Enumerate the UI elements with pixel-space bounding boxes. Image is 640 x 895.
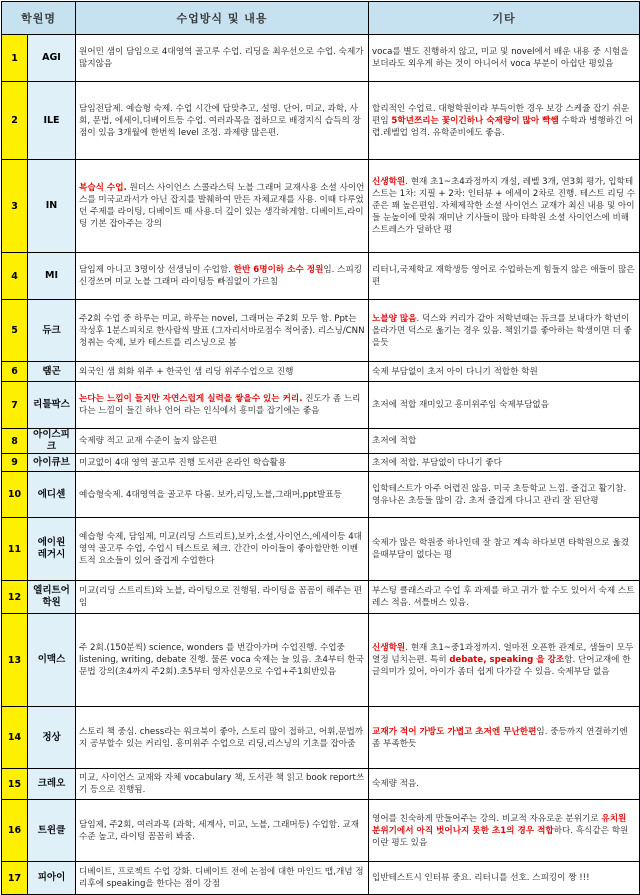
text-segment: 부스팅 클래스라고 수업 후 과제를 하고 귀가 할 수도 있어서 숙제 스트레스 적음. 셔틀버스 있음. xyxy=(372,586,635,608)
class-content-cell xyxy=(76,769,369,800)
row-number: 13 xyxy=(2,614,28,707)
highlight-text: 신생학원 xyxy=(372,643,406,653)
text-segment: 원더스 사이언스 스콜라스틱 노블 그래머 교재사용 소셜 사이언스를 미국교과서가 아닌 잡지를 발췌하여 만든 자체교재를 사용. 이때 다루었던 주제를 라이팅, 디베이트 때 사용.더 깊이 있는 생각하게함. 디베이트,라이팅 기본 잡아주는 강의 xyxy=(79,183,365,229)
etc-note-cell xyxy=(369,382,640,429)
row-number: 17 xyxy=(2,862,28,895)
table-row xyxy=(2,707,640,769)
class-content-cell xyxy=(76,518,369,581)
text-segment: 미교(리딩 스트리트)와 노블, 라이팅으로 진행됨. 라이팅을 꼼꼼이 해주는 편임 xyxy=(79,586,363,608)
etc-note-cell xyxy=(369,300,640,362)
text-segment: 담임제, 주2회, 여러과목 (과학, 세계사, 미교, 노블, 그래머등) 수업함. 교재 수준 높고, 라이팅 꼼꼼히 봐줌. xyxy=(79,819,360,842)
class-content-cell xyxy=(76,82,369,160)
text-segment: 숙제가 많은 학원중 하나인데 잘 참고 계속 하다보면 타학원으로 옮겼을때부담이 없다는 평 xyxy=(372,538,630,560)
highlight-text: 논다는 느낌이 들지만 자연스럽게 실력을 쌓을수 있는 커리. xyxy=(79,394,303,404)
academy-name: 정상 xyxy=(28,707,76,769)
etc-note-cell xyxy=(369,800,640,862)
row-number: 6 xyxy=(2,362,28,382)
class-content-cell xyxy=(76,614,369,707)
academy-name: 아이스피크 xyxy=(28,429,76,454)
academy-name: 엘리트어 학원 xyxy=(28,581,76,614)
text-segment: 주 2회.(150분씩) science, wonders 를 번갈아가며 수업진행. 수업중 listening, writing, debate 진행. 물론 voca 숙제는 늘 있음. 초4부터 한국문법 강의(초4까지 주2회).초5부터 영자신문으로 수업+주1회반있음 xyxy=(79,643,364,677)
table-row xyxy=(2,429,640,454)
etc-note-cell xyxy=(369,581,640,614)
text-segment: 초저에 적합 재미있고 흥미위주임 숙제부담없음 xyxy=(372,400,549,410)
text-segment: voca를 별도 진행하지 않고, 미교 및 novel에서 배운 내용 중 시험을 보더라도 외우게 하는 것이 아니어서 voca 부분이 아쉽단 평있음 xyxy=(372,47,629,69)
text-segment: 숙제량 적고 교재 수준이 높지 않은편 xyxy=(79,436,218,446)
academy-name: 트윈클 xyxy=(28,800,76,862)
class-content-cell xyxy=(76,800,369,862)
etc-note-cell xyxy=(369,82,640,160)
class-content-cell xyxy=(76,429,369,454)
text-segment: 담임제 아니고 3명이상 선생님이 수업함. xyxy=(79,265,234,275)
academy-name: 피아이 xyxy=(28,862,76,895)
class-content-cell xyxy=(76,454,369,472)
academy-name: 에이원 레거시 xyxy=(28,518,76,581)
etc-note-cell xyxy=(369,707,640,769)
highlight-text: 교재가 적어 가방도 가볍고 초저엔 무난한편 xyxy=(372,726,537,737)
row-number: 5 xyxy=(2,300,28,362)
text-segment: 디베이트, 프로젝트 수업 강화. 디베이트 전에 논점에 대한 마인드 맵,개념 정리후에 speaking을 한다는 점이 강점 xyxy=(79,867,364,889)
text-segment: 원어민 샘이 담임으로 4대영역 골고루 수업. 리딩을 최우선으로 수업. 숙제가 많지않음 xyxy=(79,47,364,69)
text-segment: . 덕스와 커리가 같아 저학년때는 듀크를 보내다가 학년이 올라가면 덕스로 옮기는 경우 있음. 책읽기를 좋아하는 학생이면 더 좋을듯 xyxy=(372,313,632,348)
header-class-content: 수업방식 및 내용 xyxy=(76,2,369,35)
academy-name: AGI xyxy=(28,35,76,82)
academy-name: MI xyxy=(28,253,76,300)
table-row xyxy=(2,581,640,614)
table-row xyxy=(2,35,640,82)
text-segment: 임. 스피킹 신경쓰며 미교 노블 그래머 라이팅등 빠짐없이 가르침 xyxy=(79,265,363,287)
class-content-cell xyxy=(76,472,369,518)
highlight-text: 5학년쯔리는 꽃이긴하나 숙제량이 많아 빡쎔 xyxy=(391,115,559,126)
row-number: 4 xyxy=(2,253,28,300)
class-content-cell xyxy=(76,707,369,769)
text-segment: . 현재 초1~초4과정까지 개설, 레벨 3개, 연3회 평가, 입학테스트는 1차: 지필 + 2차: 인터뷰 + 에세이 2차로 진행. 테스트 리딩 수준은 꽤 높은편임. 자체제작한 소셜 사이언스 교재가 최신 내용 및 아이들 눈높이에 맞춰 재미난 기사들이 많아 타학원 소셜 사이언스에 비해 스트레스가 덜하단 평 xyxy=(372,177,636,235)
etc-note-cell xyxy=(369,518,640,581)
etc-note-cell xyxy=(369,614,640,707)
text-segment: 스토리 책 중심. chess라는 워크북이 좋아, 스토리 많이 접하고, 어휘,문법까지 공부할수 있는 커리임. 흥미위주 수업으로 리딩,리스닝의 기초를 잡아줌 xyxy=(79,726,364,749)
table-row xyxy=(2,160,640,253)
class-content-cell xyxy=(76,382,369,429)
academy-name: 크레오 xyxy=(28,769,76,800)
text-segment: 숙제량 적음. xyxy=(372,779,419,789)
text-segment: 영어를 친숙하게 만들어주는 강의. 비교적 자유로운 분위기로 xyxy=(372,813,602,824)
table-row xyxy=(2,769,640,800)
text-segment: 초저에 적합. 부담없이 다니기 좋다 xyxy=(372,457,502,468)
table-row xyxy=(2,800,640,862)
etc-note-cell xyxy=(369,35,640,82)
row-number: 12 xyxy=(2,581,28,614)
text-segment: 함. 단어교재에 한글의미가 있어, 아이가 좀더 쉽게 다가갈 수 있음. 숙제부담 없음 xyxy=(372,655,631,677)
text-segment: 임. 중등까지 연결하기엔 좀 부족한듯 xyxy=(372,726,628,749)
text-segment: 미교, 사이언스 교재와 자체 vocabulary 책, 도서관 책 읽고 book report쓰기 등으로 진행됨. xyxy=(79,773,365,795)
row-number: 8 xyxy=(2,429,28,454)
highlight-text: 노블양 많음 xyxy=(372,313,417,324)
class-content-cell xyxy=(76,581,369,614)
row-number: 14 xyxy=(2,707,28,769)
academy-name: 에디센 xyxy=(28,472,76,518)
etc-note-cell xyxy=(369,362,640,382)
academy-table xyxy=(1,1,640,895)
text-segment: 담임전담제. 예습형 숙제. 수업 시간에 답맞추고, 설명. 단어, 미교, 과학, 사회, 문법, 에세이,디베이트등 수업. 여러과목을 접하므로 배경지식 습득의 장점이 있음 3개월에 한번씩 level 조정. 과제량 많은편. xyxy=(79,103,361,138)
etc-note-cell xyxy=(369,253,640,300)
academy-name: 리틀팍스 xyxy=(28,382,76,429)
academy-name: 이맥스 xyxy=(28,614,76,707)
row-number: 16 xyxy=(2,800,28,862)
row-number: 3 xyxy=(2,160,28,253)
academy-name: 램곤 xyxy=(28,362,76,382)
header-academy-name: 학원명 xyxy=(2,2,76,35)
table-row xyxy=(2,472,640,518)
class-content-cell xyxy=(76,253,369,300)
text-segment: . 현재 초1~중1과정까지. 얼마전 오픈한 관계로, 샘들이 모두 열정 넘치는편. 특히 xyxy=(372,643,634,665)
text-segment: 입반테스트시 인터뷰 중요. 리터니를 선호. 스피킹이 짱 !!! xyxy=(372,873,590,883)
table-row xyxy=(2,82,640,160)
highlight-text: 복습식 수업. xyxy=(79,183,127,193)
class-content-cell xyxy=(76,300,369,362)
table-row xyxy=(2,518,640,581)
academy-name: IN xyxy=(28,160,76,253)
etc-note-cell xyxy=(369,769,640,800)
etc-note-cell xyxy=(369,862,640,895)
row-number: 11 xyxy=(2,518,28,581)
table-row xyxy=(2,614,640,707)
text-segment: 주2회 수업 중 하루는 미교, 하루는 novel, 그래머는 주2회 모두 함. Ppt는 작성후 1분스피치로 한사람씩 발표 (그자리서바로점수 적어줌). 리스닝/CNN청취는 숙제, 보카 테스트를 리스닝으로 봄 xyxy=(79,313,365,348)
text-segment: 예습형 숙제, 담임제, 미교(리딩 스트리트),보카,소셜,사이언스,에세이등 4대영역 골고루 수업, 수업시 테스트로 체크. 간간이 아이들이 좋아할만한 이벤트적 요소들이 있어 즐겁게 수업한다 xyxy=(79,532,362,566)
class-content-cell xyxy=(76,35,369,82)
text-segment: 숙제 부담없이 초저 아이 다니기 적합한 학원 xyxy=(372,366,538,377)
header-etc: 기타 xyxy=(369,2,640,35)
etc-note-cell xyxy=(369,454,640,472)
highlight-text: 한반 6명이하 소수 정원 xyxy=(233,265,324,275)
row-number: 15 xyxy=(2,769,28,800)
text-segment: 입학테스트가 아주 어렵진 않음. 미국 초등학교 느낌. 즐겁고 활기참. 영유나온 초등들 많이 감. 초저 즐겁게 다니고 관리 잘 된단평 xyxy=(372,483,627,506)
academy-name: 듀크 xyxy=(28,300,76,362)
row-number: 2 xyxy=(2,82,28,160)
text-segment: 예습형숙제. 4대영역을 골고루 다룸. 보카,리딩,노블,그래머,ppt발표등 xyxy=(79,489,342,500)
row-number: 1 xyxy=(2,35,28,82)
text-segment: 진도가 좀 느리다는 느낌이 들긴 하나 언어 라는 인식에서 흥미를 잡기에는 좋음 xyxy=(79,394,361,416)
highlight-text: 유치원 분위기에서 아직 벗어나지 못한 초1의 경우 적합 xyxy=(372,813,627,836)
table-row xyxy=(2,454,640,472)
text-segment: 외국인 샘 회화 위주 + 한국인 샘 리딩 위주수업으로 진행 xyxy=(79,366,294,377)
table-row xyxy=(2,253,640,300)
etc-note-cell xyxy=(369,160,640,253)
academy-name: 아이큐브 xyxy=(28,454,76,472)
class-content-cell xyxy=(76,160,369,253)
text-segment: 합리적인 수업료. 대형학원이라 부득이한 경우 보강 스케쥴 잡기 쉬운편임 xyxy=(372,103,630,126)
row-number: 7 xyxy=(2,382,28,429)
table-row xyxy=(2,362,640,382)
highlight-text: 신생학원 xyxy=(372,177,406,187)
text-segment: 초저에 적합 xyxy=(372,436,417,446)
etc-note-cell xyxy=(369,472,640,518)
text-segment: 하다. 흑식같은 학원이란 평도 있음 xyxy=(372,825,629,848)
table-row xyxy=(2,382,640,429)
row-number: 10 xyxy=(2,472,28,518)
class-content-cell xyxy=(76,362,369,382)
row-number: 9 xyxy=(2,454,28,472)
highlight-text: debate, speaking 을 강조 xyxy=(449,655,565,665)
text-segment: 리터니,국제학교 재학생등 영어로 수업하는게 힘들지 않은 애들이 많은편 xyxy=(372,265,635,287)
table-row xyxy=(2,862,640,895)
table-row xyxy=(2,300,640,362)
text-segment: 미교없이 4대 영역 골고루 진행 도서관 온라인 학습활용 xyxy=(79,457,287,468)
header-row xyxy=(2,2,640,35)
academy-name: ILE xyxy=(28,82,76,160)
text-segment: 수학과 병행하긴 어렵.레벨업 엄격. 유학준비에도 좋음. xyxy=(372,115,634,138)
class-content-cell xyxy=(76,862,369,895)
etc-note-cell xyxy=(369,429,640,454)
